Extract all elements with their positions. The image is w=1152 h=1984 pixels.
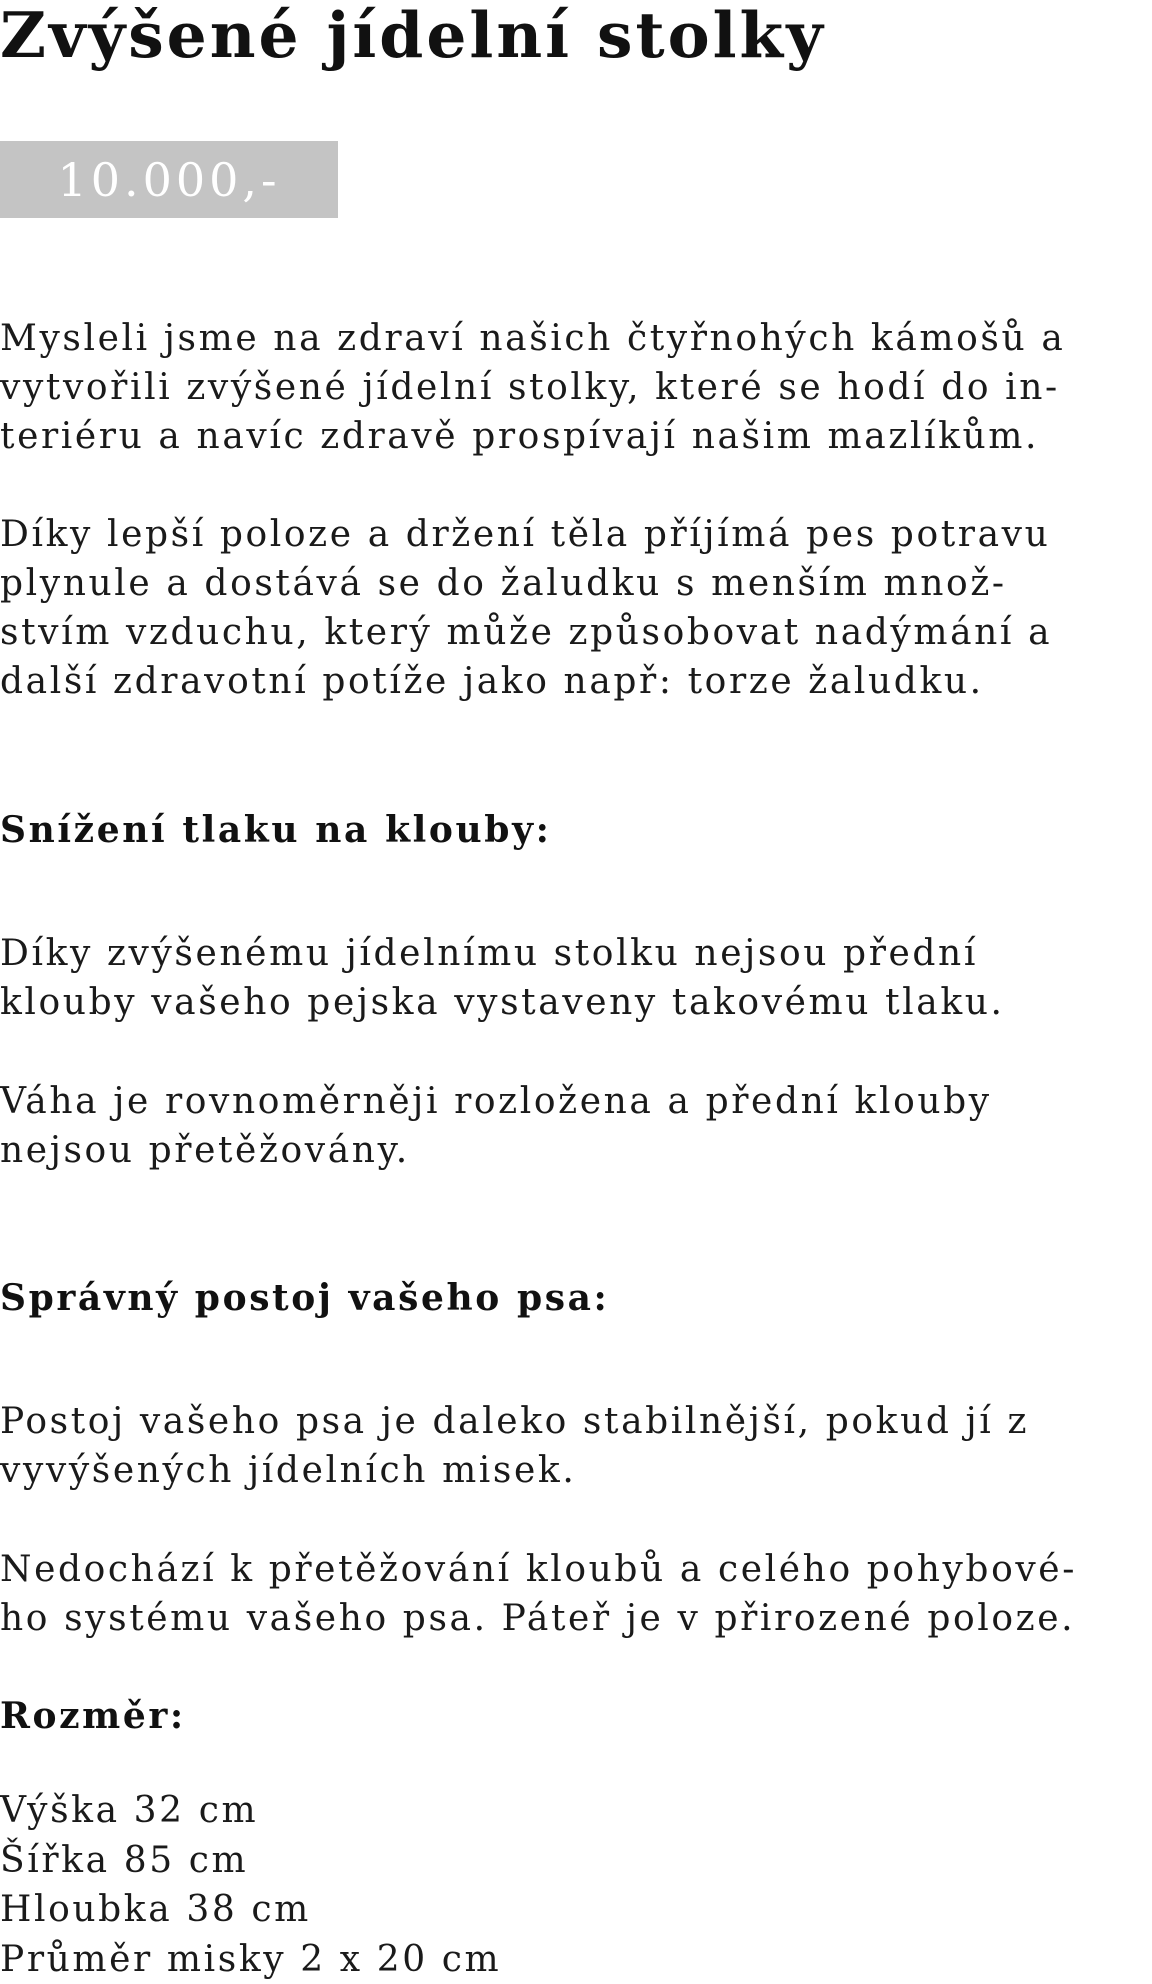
dimension-height: Výška 32 cm xyxy=(0,1786,501,1836)
text-line: Díky lepší poloze a držení těla příjímá pes potravu xyxy=(0,510,1146,559)
joints-paragraph-2 xyxy=(0,1077,1146,1175)
text-line: Díky zvýšenému jídelnímu stolku nejsou přední xyxy=(0,929,1146,978)
intro-paragraph-2 xyxy=(0,510,1146,706)
text-line: stvím vzduchu, který může způsobovat nadýmání a xyxy=(0,608,1146,657)
dimension-bowl-diameter: Průměr misky 2 x 20 cm xyxy=(0,1935,501,1984)
section-heading-dimensions: Rozměr: xyxy=(0,1692,186,1741)
price-value: 10.000,- xyxy=(57,157,280,203)
posture-paragraph-2 xyxy=(0,1545,1146,1643)
page-title: Zvýšené jídelní stolky xyxy=(0,0,826,70)
intro-paragraph-1 xyxy=(0,314,1146,461)
dimension-width: Šířka 85 cm xyxy=(0,1836,501,1886)
text-line: Postoj vašeho psa je daleko stabilnější, pokud jí z xyxy=(0,1397,1146,1446)
text-line: ho systému vašeho psa. Páteř je v přirozené poloze. xyxy=(0,1594,1146,1643)
price-badge xyxy=(0,141,338,218)
text-line: plynule a dostává se do žaludku s menším množ- xyxy=(0,559,1146,608)
text-line: teriéru a navíc zdravě prospívají našim mazlíkům. xyxy=(0,412,1146,461)
text-line: klouby vašeho pejska vystaveny takovému tlaku. xyxy=(0,978,1146,1027)
text-line: nejsou přetěžovány. xyxy=(0,1126,1146,1175)
section-heading-joints: Snížení tlaku na klouby: xyxy=(0,806,551,855)
joints-paragraph-1 xyxy=(0,929,1146,1027)
text-line: Mysleli jsme na zdraví našich čtyřnohých kámošů a xyxy=(0,314,1146,363)
posture-paragraph-1 xyxy=(0,1397,1146,1495)
text-line: vytvořili zvýšené jídelní stolky, které se hodí do in- xyxy=(0,363,1146,412)
dimension-depth: Hloubka 38 cm xyxy=(0,1885,501,1935)
text-line: Nedochází k přetěžování kloubů a celého pohybové- xyxy=(0,1545,1146,1594)
section-heading-posture: Správný postoj vašeho psa: xyxy=(0,1274,609,1323)
dimensions-list xyxy=(0,1786,501,1984)
text-line: vyvýšených jídelních misek. xyxy=(0,1446,1146,1495)
text-line: Váha je rovnoměrněji rozložena a přední klouby xyxy=(0,1077,1146,1126)
text-line: další zdravotní potíže jako např: torze žaludku. xyxy=(0,657,1146,706)
